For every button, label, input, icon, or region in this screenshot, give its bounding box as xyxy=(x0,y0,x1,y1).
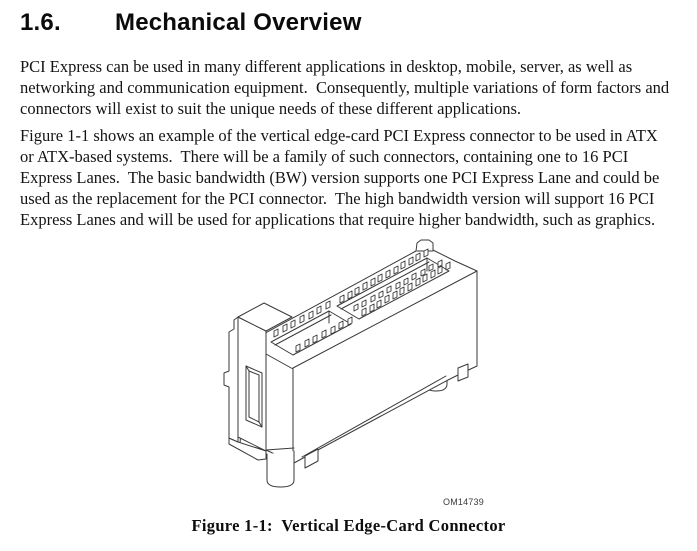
figure-caption: Figure 1-1: Vertical Edge-Card Connector xyxy=(191,516,506,535)
paragraph-intro: PCI Express can be used in many different applications in desktop, mobile, server, as well as networking and communication equipment. Consequently, multiple variations of form factors and connectors will exist to suit the unique needs of these different applications. xyxy=(20,57,674,118)
section-title: Mechanical Overview xyxy=(115,9,362,36)
figure-image-label: OM14739 xyxy=(443,497,484,507)
section-number: 1.6. xyxy=(20,9,61,36)
connector-body xyxy=(240,240,477,468)
paragraph-figure-description: Figure 1-1 shows an example of the vertical edge-card PCI Express connector to be used in ATX or ATX-based systems. There will be a family of such connectors, containing one to 16 PCI Express Lanes. The basic bandwidth (BW) version supports one PCI Express Lane and could be used as the replacement for the PCI connector. The high bandwidth version will support 16 PCI Express Lanes and will be used for applications that require higher bandwidth, such as graphics. xyxy=(20,126,664,229)
mounting-peg-left xyxy=(267,451,294,487)
